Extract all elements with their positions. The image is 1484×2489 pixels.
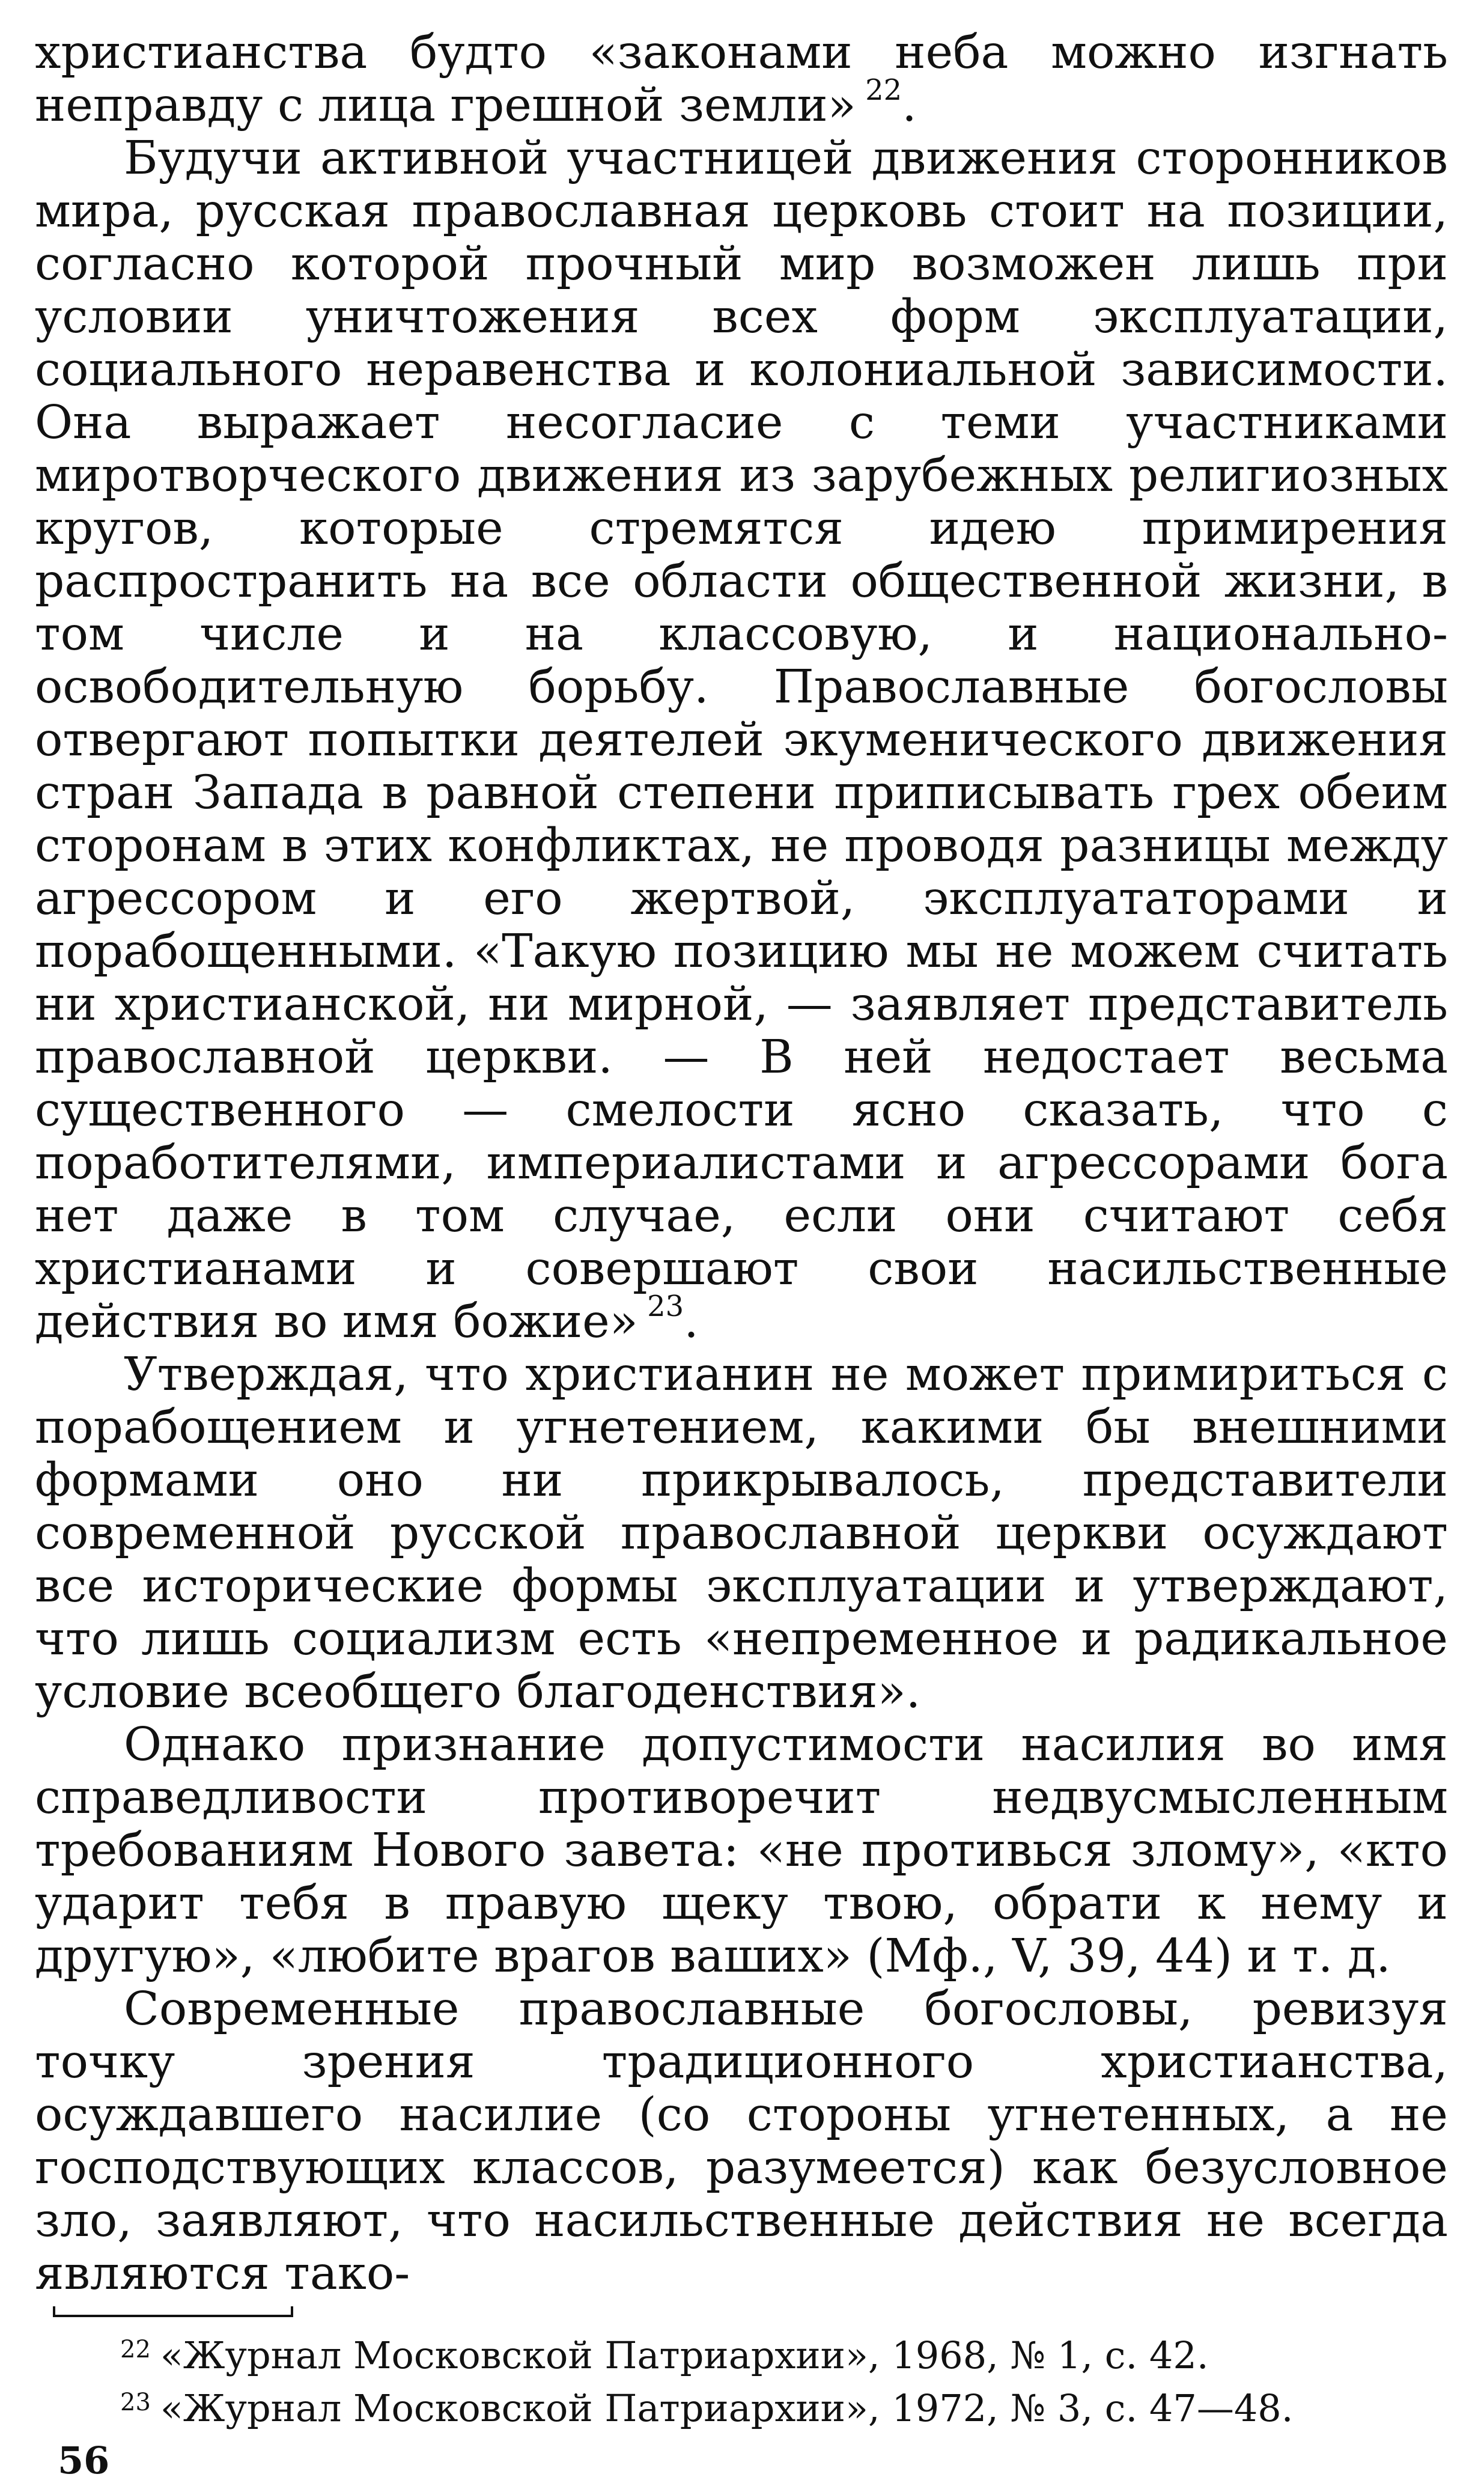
footnote-23: [120, 2384, 1448, 2437]
paragraph-4: [35, 1719, 1448, 1983]
footnote-ref-23: 23: [647, 1290, 684, 1324]
footnotes: [120, 2332, 1448, 2437]
page-number: 56: [58, 2439, 110, 2482]
paragraph-1-tail: .: [902, 79, 917, 132]
footnote-22-text: «Журнал Московской Патриархии», 1968, № 1, с. 42.: [160, 2333, 1209, 2377]
footnote-23-number: 23: [120, 2389, 151, 2416]
paragraph-3: [35, 1348, 1448, 1719]
paragraph-2-tail: .: [684, 1295, 699, 1348]
paragraph-5: [35, 1983, 1448, 2300]
paragraph-4-text: Однако признание допустимости насилия во имя справедливости противоречит недвусмысленным требованиям Нового завета: «не противься злому», «кто ударит тебя в правую щеку твою, обрати к нему и другую», «любите врагов ваших» (Мф., V, 39, 44) и т. д.: [35, 1718, 1448, 1983]
main-text: [35, 26, 1448, 2300]
footnote-22: [120, 2332, 1448, 2384]
paragraph-3-text: Утверждая, что христианин не может примириться с порабощением и угнетением, какими бы внешними формами оно ни прикрывалось, представители современной русской православной церкви осуждают все исторические формы эксплуатации и утверждают, что лишь социализм есть «непременное и радикальное условие всеобщего благоденствия».: [35, 1348, 1448, 1719]
paragraph-1-text: христианства будто «законами неба можно изгнать неправду с лица грешной земли»: [35, 26, 1448, 132]
footnote-divider: [53, 2315, 293, 2317]
paragraph-2: [35, 132, 1448, 1348]
footnote-ref-22: 22: [865, 73, 902, 108]
footnote-23-text: «Журнал Московской Патриархии», 1972, № 3, с. 47—48.: [160, 2386, 1294, 2430]
paragraph-2-text: Будучи активной участницей движения сторонников мира, русская православная церковь стоит на позиции, согласно которой прочный мир возможен лишь при условии уничтожения всех форм эксплуатации, социального неравенства и колониальной зависимости. Она выражает несогласие с теми участниками миротворческого движения из зарубежных религиозных кругов, которые стремятся идею примирения распространить на все области общественной жизни, в том числе и на классовую, и национально-освободительную борьбу. Православные богословы отвергают попытки деятелей экуменического движения стран Запада в равной степени приписывать грех обеим сторонам в этих конфликтах, не проводя разницы между агрессором и его жертвой, эксплуататорами и порабощенными. «Такую позицию мы не можем считать ни христианской, ни мирной, — заявляет представитель православной церкви. — В ней недостает весьма существенного — смелости ясно сказать, что с поработителями, империалистами и агрессорами бога нет даже в том случае, если они считают себя христианами и совершают свои насильственные действия во имя божие»: [35, 132, 1448, 1348]
paragraph-1: [35, 26, 1448, 132]
footnote-22-number: 22: [120, 2336, 151, 2363]
paragraph-5-text: Современные православные богословы, ревизуя точку зрения традиционного христианства, осуждавшего насилие (со стороны угнетенных, а не господствующих классов, разумеется) как безусловное зло, заявляют, что насильственные действия не всегда являются тако-: [35, 1982, 1448, 2300]
